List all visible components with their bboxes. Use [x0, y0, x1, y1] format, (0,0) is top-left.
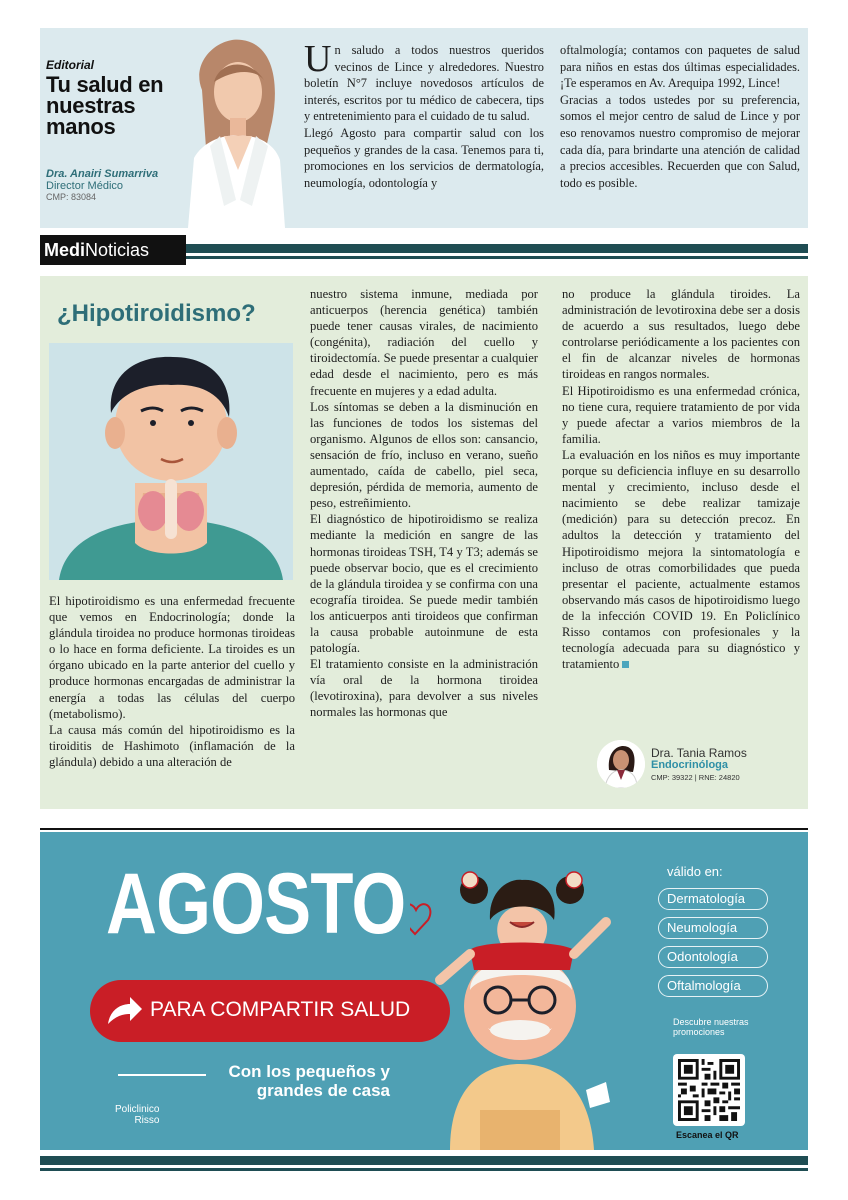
author-cmp: CMP: 39322 | RNE: 24820	[651, 773, 740, 782]
brand-line-1: Policlinico	[115, 1104, 160, 1115]
promo-divider	[118, 1074, 206, 1076]
director-cmp: CMP: 83084	[46, 192, 97, 202]
brand-line-2: Risso	[134, 1115, 160, 1126]
specialty-odontologia[interactable]: Odontología	[658, 946, 768, 968]
editorial-column-1	[304, 38, 544, 191]
editorial-paragraph: n saludo a todos nuestros queridos vecinos de Lince y alrededores. Nuestro boletín N°7 incluye novedosos artículos de interés, escritos por tu médico de cabecera, tips y entretenimiento para el cuidado de tu salud.	[304, 43, 544, 124]
author-info	[651, 746, 747, 782]
article-column-1	[49, 593, 295, 770]
specialty-oftalmologia[interactable]: Oftalmología	[658, 975, 768, 997]
article-last-text: La evaluación en los niños es muy importante porque su deficiencia influye en su desarrollo mental y crecimiento, incluso desde el nacimiento se debe realizar tamizaje (medición) para su detección precoz. En adultos la detección y tratamiento del Hipotiroidismo mejora la sintomatología e incluso de otras comorbilidades que pueda presentar el paciente, actualmente estamos observando más casos de hipotiroidismo luego de la infección COVID 19. En Policlínico Risso contamos con profesionales y la tecnología adecuada para su diagnóstico y tratamiento	[562, 447, 800, 672]
author-role: Endocrinóloga	[651, 759, 728, 771]
qr-label: Escanea el QR	[676, 1130, 739, 1140]
article-paragraph: El tratamiento consiste en la administración vía oral de la hormona tiroidea (levotiroxina), para devolver a sus niveles normales las hormonas que	[310, 657, 538, 720]
author-name: Dra. Tania Ramos	[651, 746, 747, 760]
editorial-signature	[46, 168, 158, 202]
article-column-2	[310, 286, 538, 721]
article-paragraph: Los síntomas se deben a la disminución en las funciones de todos los sistemas del organismo. Algunos de ellos son: cansancio, sensación de frío, incluso en verano, sueño aumentado, caída de cabello, piel seca, depresión, pérdida de memoria, aumento de peso, estreñimiento.	[310, 399, 538, 511]
qr-code-icon	[678, 1059, 740, 1121]
medinoticias-logo	[40, 235, 186, 265]
article-title: ¿Hipotiroidismo?	[57, 300, 256, 327]
divider	[186, 244, 808, 253]
editorial-dropcap: U	[304, 38, 332, 80]
editorial-kicker: Editorial	[46, 58, 95, 72]
logo-bold: Medi	[44, 240, 86, 260]
end-mark-icon	[622, 661, 629, 668]
patient-neck-image	[49, 343, 293, 580]
thyroid-illustration	[49, 343, 293, 580]
share-banner-text: PARA COMPARTIR SALUD	[150, 998, 411, 1021]
director-role: Director Médico	[46, 180, 124, 192]
valid-label: válido en:	[667, 864, 723, 879]
article-paragraph	[562, 447, 800, 672]
article-paragraph: no produce la glándula tiroides. La administración de levotiroxina debe ser a dosis de acuerdo a sus resultados, luego debe controlarse periódicamente a los pacientes con el fin de alcanzar niveles de hormonas tiroideas en rangos normales.	[562, 287, 800, 382]
article-paragraph: nuestro sistema inmune, mediada por anticuerpos (herencia genética) también puede tener causas virales, de nacimiento (congénita), radiación del cuello y tiroidectomía. Se puede presentar a cualquier edad desde el nacimiento, pero es más frecuente en mujeres y a edad adulta.	[310, 287, 538, 398]
promo-brand	[115, 1104, 159, 1126]
editorial-heading	[46, 58, 196, 137]
article-column-3	[562, 286, 800, 672]
promo-headline: AGOSTO	[106, 856, 406, 952]
footer-divider	[40, 1156, 808, 1165]
article-paragraph: El diagnóstico de hipotiroidismo se realiza mediante la medición en sangre de las hormonas tiroideas TSH, T4 y T3; además se puede observar bocio, que es el crecimiento de la glándula tiroidea y se confirma con una ecografía tiroidea. Se puede medir también los anticuerpos anti tiroideos que confirman la causa probable autoinmune de esta patología.	[310, 512, 538, 656]
qr-code[interactable]	[673, 1054, 745, 1126]
article-paragraph: El hipotiroidismo es una enfermedad frecuente que vemos en Endocrinología; donde la glándula tiroidea no produce hormonas tiroideas o lo hace en forma deficiente. La tiroides es un órgano ubicado en la parte anterior del cuello y produce hormonas encargadas de administrar la energía a todas las células del cuerpo (metabolismo).	[49, 594, 295, 721]
editorial-paragraph: Llegó Agosto para compartir salud con los pequeños y grandes de la casa. Tenemos para ti, promociones en los servicios de dermatología, neumología, odontología y	[304, 125, 544, 190]
director-photo	[180, 30, 285, 228]
discover-text: Descubre nuestras promociones	[673, 1017, 749, 1037]
share-arrow-icon	[104, 994, 144, 1028]
author-avatar	[597, 740, 645, 788]
article-paragraph: El Hipotiroidismo es una enfermedad crónica, no tiene cura, requiere tratamiento de por vida y puede afectar a varios miembros de la familia.	[562, 383, 800, 446]
editorial-paragraph: oftalmología; contamos con paquetes de salud para niños en estas dos últimas especialidades. ¡Te esperamos en Av. Arequipa 1992, Lince!	[560, 43, 800, 91]
editorial-title: Tu salud en nuestras manos	[46, 72, 164, 139]
divider	[186, 256, 808, 259]
director-name: Dra. Anairi Sumarriva	[46, 168, 159, 180]
editorial-paragraph: Gracias a todos ustedes por su preferencia, somos el mejor centro de salud de Lince y por eso renovamos nuestro compromiso de mejorar cada día, para brindarte una atención de calidad a precios accesibles. Recuerden que con Salud, todo es posible.	[560, 92, 800, 190]
specialty-dermatologia[interactable]: Dermatología	[658, 888, 768, 910]
divider	[40, 828, 808, 830]
article-paragraph: La causa más común del hipotiroidismo es la tiroiditis de Hashimoto (inflamación de la glándula) debido a una alteración de	[49, 722, 295, 769]
logo-rest: Noticias	[85, 240, 150, 260]
editorial-column-2	[560, 42, 800, 191]
promo-subtitle: Con los pequeños y grandes de casa	[228, 1062, 390, 1100]
footer-divider	[40, 1168, 808, 1171]
specialty-neumologia[interactable]: Neumología	[658, 917, 768, 939]
